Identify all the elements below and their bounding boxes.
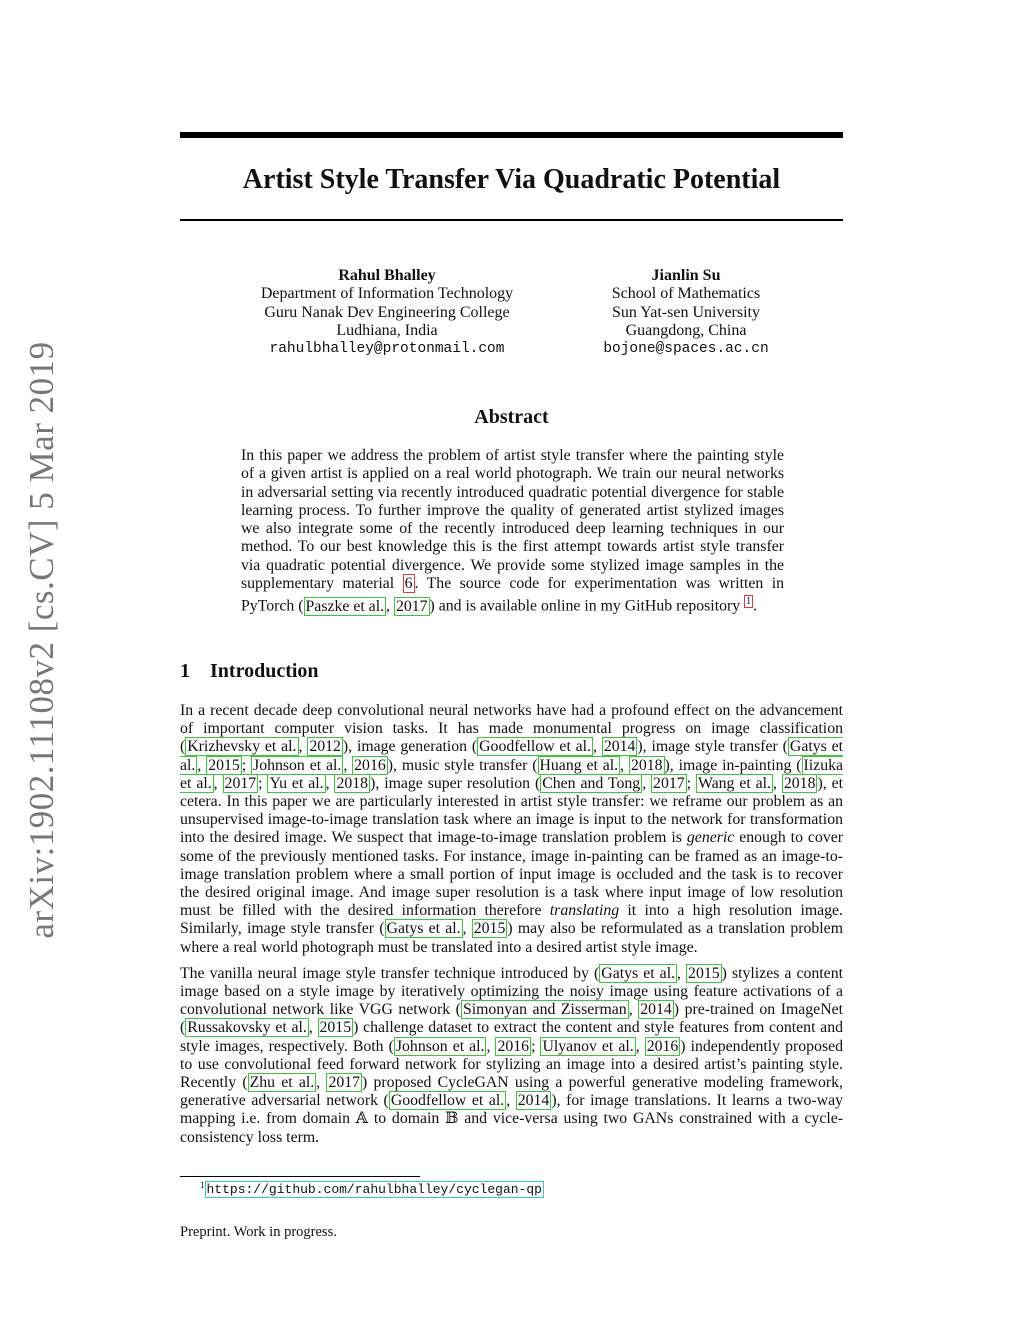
section-number: 1 [180, 660, 190, 682]
body-text: ), image in-painting ( [664, 756, 802, 774]
paper-title: Artist Style Transfer Via Quadratic Potential [242, 164, 781, 195]
citation-link[interactable]: Johnson et al. [253, 756, 342, 774]
citation-link[interactable]: 2014 [603, 738, 636, 756]
title-rule-top [180, 132, 843, 138]
abstract-body: In this paper we address the problem of artist style transfer where the painting style of a given artist is applied on a real world photograph. We train our neural networks in adversarial setting via recently introduced quadratic potential divergence for stable learning process. To further improve the quality of generated artist stylized images we also integrate some of the recently introduced deep learning techniques in our method. To our best knowledge this is the first attempt towards artist style transfer via quadratic potential divergence. We provide some stylized image samples in the supplementary material 6 . The source code for experimentation was written in PyTorch ( Paszke et al. , 2017 ) and is available online in my GitHub repository $^1$ . [241, 447, 784, 615]
citation-link[interactable]: 2017 [395, 597, 428, 615]
citation-link[interactable]: 2014 [517, 1092, 550, 1110]
citation-link[interactable]: 2016 [497, 1037, 530, 1055]
body-text: The vanilla neural image style transfer technique introduced by ( [180, 964, 600, 982]
body-text: , [308, 1019, 318, 1037]
citation-link[interactable]: 2012 [309, 738, 341, 756]
body-text: ), music style transfer ( [387, 756, 538, 774]
body-text: ) challenge dataset to extract the content and style features from content and style images, respectively. Both ( [180, 1019, 843, 1055]
body-text: ), image generation ( [342, 738, 478, 756]
github-url-link[interactable]: https://github.com/rahulbhalley/cyclegan-qp [206, 1182, 542, 1198]
citation-link[interactable]: 2014 [640, 1001, 672, 1019]
citation-link[interactable]: Ulyanov et al. [542, 1037, 634, 1055]
author-block-1 [227, 267, 547, 358]
citation-link[interactable]: 2018 [336, 774, 369, 792]
citation-link[interactable]: Russakovsky et al. [187, 1019, 307, 1037]
body-text: ) pre-trained on ImageNet ( [180, 1001, 843, 1037]
body-text: ), image style transfer ( [637, 738, 788, 756]
body-text: , [486, 1037, 496, 1055]
footer-note: Preprint. Work in progress. [180, 1224, 337, 1240]
citation-link[interactable]: Goodfellow et al. [479, 738, 592, 756]
citation-link[interactable]: 2015 [208, 756, 240, 774]
body-text: ; [258, 774, 268, 792]
body-text: , [677, 964, 687, 982]
emphasis-text: translating [549, 902, 620, 920]
citation-link[interactable]: Gatys et al. [601, 964, 676, 982]
section-title: Introduction [210, 660, 319, 682]
citation-link[interactable]: 2015 [473, 920, 506, 938]
citation-link[interactable]: 2016 [354, 756, 386, 774]
body-text: , [593, 738, 602, 756]
body-text: , [628, 1001, 639, 1019]
body-text: ; [531, 1037, 541, 1055]
body-text: , [316, 1074, 327, 1092]
footnote-mark: 1 [200, 1180, 205, 1190]
citation-link[interactable]: Yu et al. [269, 774, 324, 792]
citation-link[interactable]: Wang et al. [697, 774, 771, 792]
abstract-text: . [753, 597, 758, 615]
abstract-text: In this paper we address the problem of artist style transfer where the painting style of a given artist is applied on a real world photograph. We train our neural networks in adversarial setting via recently introduced quadratic potential divergence for stable learning process. To further improve the quality of generated artist stylized images we also integrate some of the recently introduced deep learning techniques in our method. To our best knowledge this is the first attempt towards artist style transfer via quadratic potential divergence. We provide some stylized image samples in the supplementary material [241, 447, 784, 593]
abstract-text: . The source code for experimentation was written in PyTorch ( [241, 575, 784, 615]
section-heading [180, 660, 319, 683]
citation-link[interactable]: 2015 [688, 964, 720, 982]
author-institution: Guru Nanak Dev Engineering College [264, 303, 510, 321]
intro-body [180, 702, 843, 1155]
body-text: it into a high resolution image. Similarly, image style transfer ( [180, 902, 843, 938]
citation-link[interactable]: Iizuka et al. [180, 756, 844, 792]
body-text: ) may also be reformulated as a translation problem where a real world photograph must be translated into a desired artist style image. [180, 920, 843, 956]
body-text: , [462, 920, 472, 938]
body-text: , [642, 774, 652, 792]
author-institution: Sun Yat-sen University [611, 303, 760, 321]
author-name: Rahul Bhalley [338, 267, 436, 284]
footnote-rule [180, 1176, 420, 1177]
author-location: Guangdong, China [625, 321, 747, 339]
body-text: , [506, 1092, 516, 1110]
body-text: ), et cetera. In this paper we are particularly interested in artist style transfer: we reframe our problem as an unsupervised image-to-image translation task where an image is input to the network for transformation into the desired image. We suspect that image-to-image translation problem is [180, 774, 843, 847]
author-location: Ludhiana, India [336, 321, 438, 339]
body-text: , [298, 738, 308, 756]
emphasis-text: generic [686, 829, 735, 847]
citation-link[interactable]: 2017 [653, 774, 685, 792]
body-text: , [213, 774, 223, 792]
citation-link[interactable]: Chen and Tong [542, 774, 641, 792]
body-text: In a recent decade deep convolutional neural networks have had a profound effect on the advancement of important computer vision tasks. It has made monumental progress on image classification ( [180, 702, 843, 756]
body-text: ) independently proposed to use convolutional feed forward network for stylizing an image into a desired artist’s painting style. Recently ( [180, 1037, 844, 1092]
supplementary-ref-link[interactable]: 6 [404, 575, 413, 593]
body-text: , [620, 756, 629, 774]
citation-link[interactable]: Simonyan and Zisserman [462, 1001, 627, 1019]
author-dept: School of Mathematics [611, 285, 761, 303]
author-email[interactable]: rahulbhalley@protonmail.com [269, 341, 505, 358]
body-text: ; [686, 774, 696, 792]
body-text: ) stylizes a content image based on a style image by iteratively optimizing the noisy image using feature activations of a convolutional network like VGG network ( [180, 964, 843, 1019]
citation-link[interactable]: 2015 [319, 1019, 352, 1037]
citation-link[interactable]: Krizhevsky et al. [187, 738, 297, 756]
body-text: ), image super resolution ( [370, 774, 541, 792]
citation-link[interactable]: 2018 [630, 756, 663, 774]
citation-link[interactable]: 2016 [646, 1037, 679, 1055]
citation-link[interactable]: 2017 [328, 1074, 361, 1092]
body-text: enough to cover some of the previously mentioned tasks. For instance, image in-painting can be framed as an image-to-image translation problem where a small portion of input image is occluded and the task is to recover the desired original image. And image super resolution is a task where input image of low resolution must be filled with the desired information therefore [180, 829, 843, 920]
citation-link[interactable]: Gatys et al. [180, 738, 843, 774]
abstract-heading: Abstract [474, 406, 549, 428]
title-rule-bottom [180, 219, 843, 221]
author-name: Jianlin Su [651, 267, 721, 284]
arxiv-stamp: arXiv:1902.11108v2 [cs.CV] 5 Mar 2019 [22, 341, 61, 939]
body-text: , [635, 1037, 645, 1055]
body-text: , [343, 756, 353, 774]
citation-link[interactable]: Goodfellow et al. [390, 1092, 505, 1110]
author-dept: Department of Information Technology [260, 285, 514, 303]
citation-link[interactable]: Gatys et al. [386, 920, 461, 938]
footnote [200, 1180, 544, 1197]
citation-link[interactable]: 2017 [224, 774, 257, 792]
paragraph [180, 702, 843, 957]
body-text: , [197, 756, 207, 774]
body-text: ; [241, 756, 252, 774]
author-email[interactable]: bojone@spaces.ac.cn [603, 341, 769, 358]
paragraph [180, 965, 843, 1147]
body-text: , [773, 774, 782, 792]
body-text: ), for image translations. It learns a two-way mapping i.e. from domain 𝔸 to domain 𝔹 and vice-versa using two GANs constrained with a cycle-consistency loss term. [180, 1092, 843, 1146]
citation-link[interactable]: Zhu et al. [249, 1074, 315, 1092]
citation-link[interactable]: 2018 [783, 774, 816, 792]
citation-link[interactable]: Paszke et al. [305, 597, 385, 615]
footnote-ref-link[interactable]: 1 [746, 596, 752, 608]
citation-link[interactable]: Johnson et al. [395, 1037, 485, 1055]
author-block-2 [526, 267, 846, 358]
citation-link[interactable]: Huang et al. [539, 756, 619, 774]
abstract-text: ) and is available online in my GitHub repository [429, 597, 745, 615]
body-text: , [325, 774, 335, 792]
body-text: ) proposed CycleGAN using a powerful generative modeling framework, generative adversarial network ( [180, 1074, 843, 1110]
